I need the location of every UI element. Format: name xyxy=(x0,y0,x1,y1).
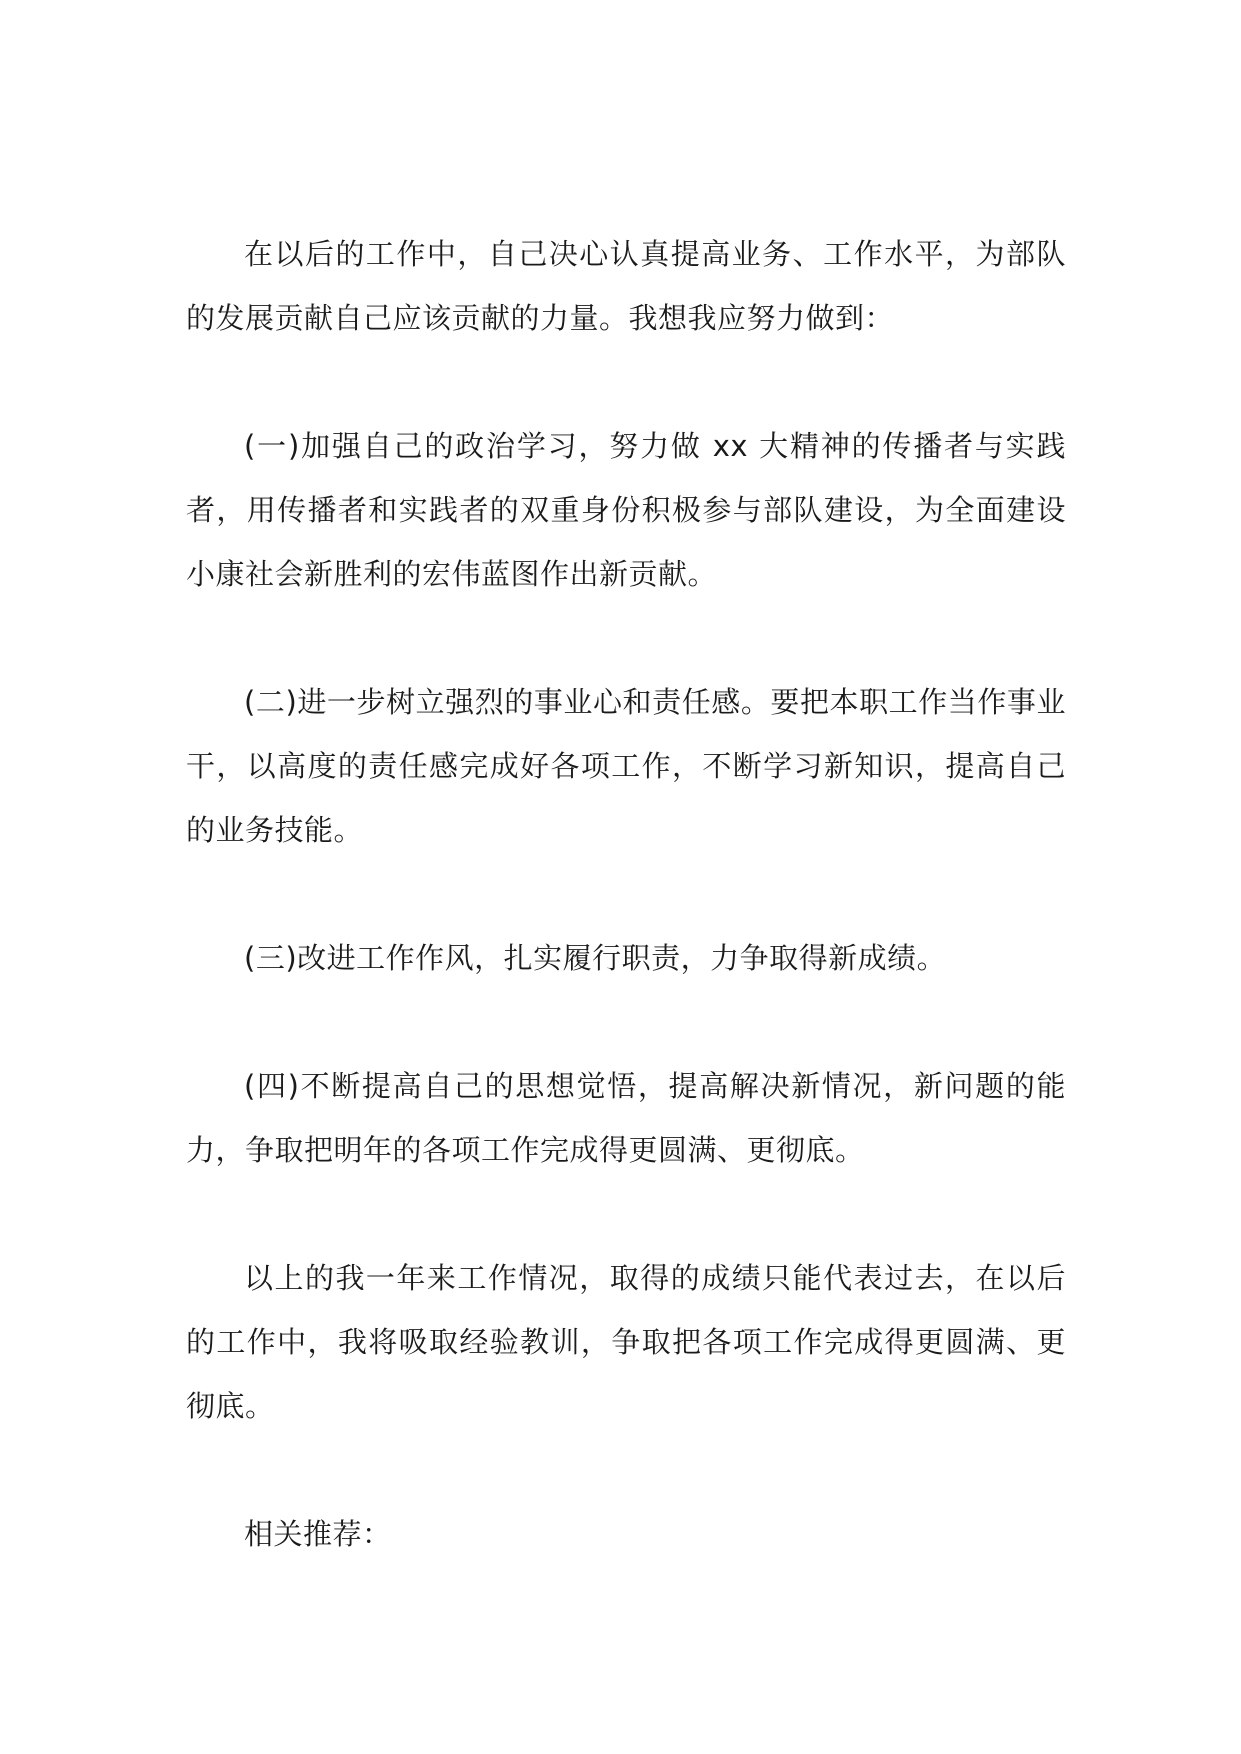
paragraph-summary: 以上的我一年来工作情况，取得的成绩只能代表过去，在以后的工作中，我将吸取经验教训，争取把各项工作完成得更圆满、更彻底。 xyxy=(186,1261,1066,1423)
document-body xyxy=(186,222,1066,1566)
paragraph-item-two: (二)进一步树立强烈的事业心和责任感。要把本职工作当作事业干，以高度的责任感完成好各项工作，不断学习新知识，提高自己的业务技能。 xyxy=(186,685,1066,847)
paragraph-item-three: (三)改进工作作风，扎实履行职责，力争取得新成绩。 xyxy=(244,941,947,975)
paragraph-item-one: (一)加强自己的政治学习，努力做 xx 大精神的传播者与实践者，用传播者和实践者的双重身份积极参与部队建设，为全面建设小康社会新胜利的宏伟蓝图作出新贡献。 xyxy=(186,429,1066,591)
related-recommendations-heading: 相关推荐： xyxy=(244,1517,392,1551)
paragraph-item-four: (四)不断提高自己的思想觉悟，提高解决新情况，新问题的能力，争取把明年的各项工作完成得更圆满、更彻底。 xyxy=(186,1069,1066,1167)
paragraph-resolution: 在以后的工作中，自己决心认真提高业务、工作水平，为部队的发展贡献自己应该贡献的力量。我想我应努力做到： xyxy=(186,237,1066,335)
